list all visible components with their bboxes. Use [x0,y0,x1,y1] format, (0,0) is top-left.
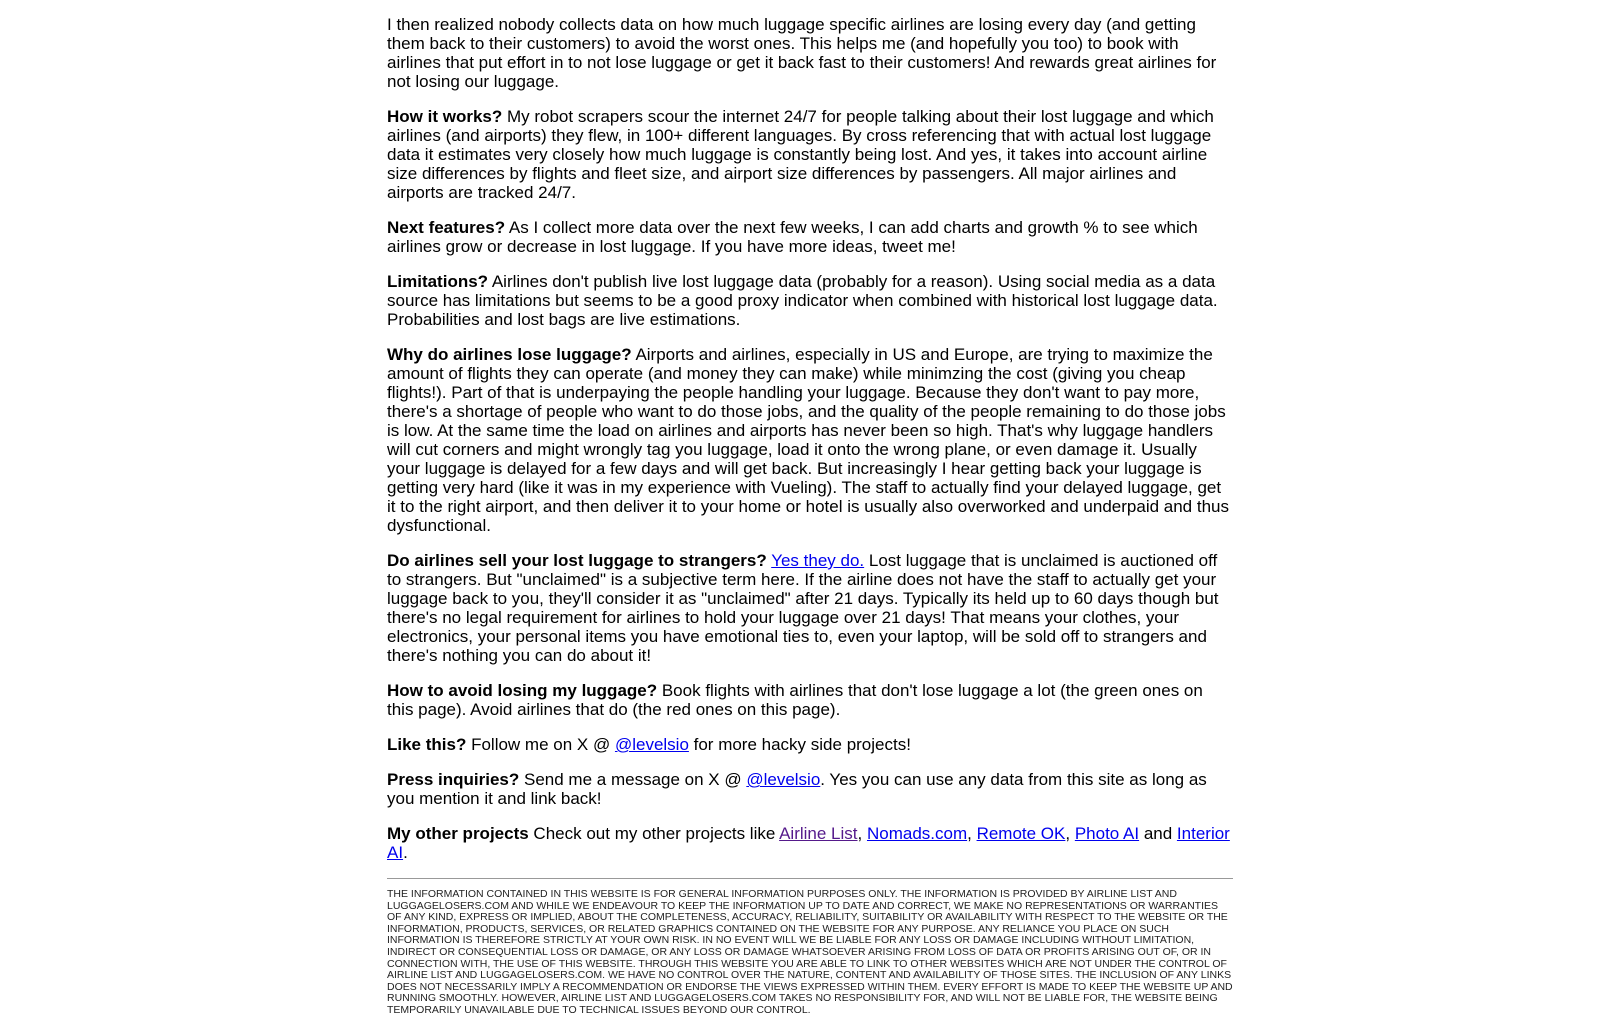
faq-question: My other projects [387,824,529,843]
separator: , [857,824,867,843]
faq-question: Limitations? [387,272,489,291]
levelsio-press-link[interactable]: @levelsio [746,770,821,789]
faq-answer: Check out my other projects like [528,824,780,843]
airline-list-link[interactable]: Airline List [779,824,858,843]
faq-sell-luggage [387,551,1233,665]
nomads-link[interactable]: Nomads.com [866,824,968,843]
faq-question: How it works? [387,107,503,126]
faq-question: Why do airlines lose luggage? [387,345,632,364]
faq-question: Do airlines sell your lost luggage to strangers? [387,551,767,570]
separator: , [1065,824,1075,843]
intro-paragraph: I then realized nobody collects data on how much luggage specific airlines are losing every day (and getting them back to their customers) to avoid the worst ones. This helps me (and hopefully you too) to book with airlines that put effort in to not lose luggage or get it back fast to their customers! And rewards great airlines for not losing our luggage. [387,15,1217,91]
faq-question: How to avoid losing my luggage? [387,681,658,700]
faq-next-features [387,218,1233,256]
faq-answer: Lost luggage that is unclaimed is auctioned off to strangers. But "unclaimed" is a subjective term here. If the airline does not have the staff to actually get your luggage back to you, they'll consider it as "unclaimed" after 21 days. Typically its held up to 60 days though but there's no legal requirement for airlines to hold your luggage over 21 days! That means your clothes, your electronics, your personal items you have emotional ties to, even your laptop, will be sold off to strangers and there's nothing you can do about it! [387,551,1219,665]
faq-press [387,770,1233,808]
about-content [387,15,1233,1033]
faq-answer: Airports and airlines, especially in US and Europe, are trying to maximize the amount of flights they can operate (and money they can make) while minimzing the cost (giving you cheap flights!). Part of that is underpaying the people handling your luggage. Because they don't want to pay more, there's a shortage of people who want to do those jobs, and the quality of the people remaining to do those jobs is low. At the same time the load on airlines and airports has never been so high. That's why luggage handlers will cut corners and might wrongly tag you luggage, load it onto the wrong plane, or even damage it. Usually your luggage is delayed for a few days and will get back. But increasingly I hear getting back your luggage is getting very hard (like it was in my experience with Vueling). The staff to actually find your delayed luggage, get it to the right airport, and then deliver it to your home or hotel is usually also overworked and underpaid and thus dysfunctional. [387,345,1229,535]
faq-like-this [387,735,1233,754]
separator: and [1139,824,1177,843]
faq-why-lose [387,345,1233,535]
yes-they-do-link[interactable]: Yes they do. [771,551,865,570]
faq-answer: for more hacky side projects! [688,735,911,754]
other-projects [387,824,1233,862]
photo-ai-link[interactable]: Photo AI [1074,824,1140,843]
faq-answer: Send me a message on X @ [519,770,747,789]
faq-answer: As I collect more data over the next few weeks, I can add charts and growth % to see which airlines grow or decrease in lost luggage. If you have more ideas, tweet me! [387,218,1198,256]
levelsio-link[interactable]: @levelsio [614,735,689,754]
faq-answer: . Yes you can use any data from this site as long as you mention it and link back! [387,770,1207,808]
interior-ai-link[interactable]: Interior AI [387,824,1230,862]
separator: . [403,843,408,862]
faq-how-it-works [387,107,1233,202]
faq-question: Like this? [387,735,467,754]
faq-question: Press inquiries? [387,770,520,789]
faq-question: Next features? [387,218,506,237]
faq-answer: My robot scrapers scour the internet 24/7 for people talking about their lost luggage and which airlines (and airports) they flew, in 100+ different languages. By cross referencing that with actual lost luggage data it estimates very closely how much luggage is constantly being lost. And yes, it takes into account airline size differences by flights and fleet size, and airport size differences by passengers. All major airlines and airports are tracked 24/7. [387,107,1214,202]
remote-ok-link[interactable]: Remote OK [976,824,1066,843]
legal-disclaimer: THE INFORMATION CONTAINED IN THIS WEBSITE IS FOR GENERAL INFORMATION PURPOSES ONLY. THE INFORMATION IS PROVIDED BY AIRLINE LIST AND LUGGAGELOSERS.COM AND WHILE WE ENDEAVOUR TO KEEP THE INFORMATION UP TO DATE AND CORRECT, WE MAKE NO REPRESENTATIONS OR WARRANTIES OF ANY KIND, EXPRESS OR IMPLIED, ABOUT THE COMPLETENESS, ACCURACY, RELIABILITY, SUITABILITY OR AVAILABILITY WITH RESPECT TO THE WEBSITE OR THE INFORMATION, PRODUCTS, SERVICES, OR RELATED GRAPHICS CONTAINED ON THE WEBSITE FOR ANY PURPOSE. ANY RELIANCE YOU PLACE ON SUCH INFORMATION IS THEREFORE STRICTLY AT YOUR OWN RISK. IN NO EVENT WILL WE BE LIABLE FOR ANY LOSS OR DAMAGE INCLUDING WITHOUT LIMITATION, INDIRECT OR CONSEQUENTIAL LOSS OR DAMAGE, OR ANY LOSS OR DAMAGE WHATSOEVER ARISING FROM LOSS OF DATA OR PROFITS ARISING OUT OF, OR IN CONNECTION WITH, THE USE OF THIS WEBSITE. THROUGH THIS WEBSITE YOU ARE ABLE TO LINK TO OTHER WEBSITES WHICH ARE NOT UNDER THE CONTROL OF AIRLINE LIST AND LUGGAGELOSERS.COM. WE HAVE NO CONTROL OVER THE NATURE, CONTENT AND AVAILABILITY OF THOSE SITES. THE INCLUSION OF ANY LINKS DOES NOT NECESSARILY IMPLY A RECOMMENDATION OR ENDORSE THE VIEWS EXPRESSED WITHIN THEM. EVERY EFFORT IS MADE TO KEEP THE WEBSITE UP AND RUNNING SMOOTHLY. HOWEVER, AIRLINE LIST AND LUGGAGELOSERS.COM TAKES NO RESPONSIBILITY FOR, AND WILL NOT BE LIABLE FOR, THE WEBSITE BEING TEMPORARILY UNAVAILABLE DUE TO TECHNICAL ISSUES BEYOND OUR CONTROL. [387,888,1233,1016]
faq-limitations [387,272,1233,329]
footer-divider [387,878,1233,879]
faq-answer: Follow me on X @ [466,735,615,754]
faq-avoid [387,681,1233,719]
faq-answer: Airlines don't publish live lost luggage data (probably for a reason). Using social media as a data source has limitations but seems to be a good proxy indicator when combined with historical lost luggage data. Probabilities and lost bags are live estimations. [387,272,1218,329]
faq-answer: Book flights with airlines that don't lose luggage a lot (the green ones on this page). Avoid airlines that do (the red ones on this page). [387,681,1203,719]
separator: , [967,824,977,843]
